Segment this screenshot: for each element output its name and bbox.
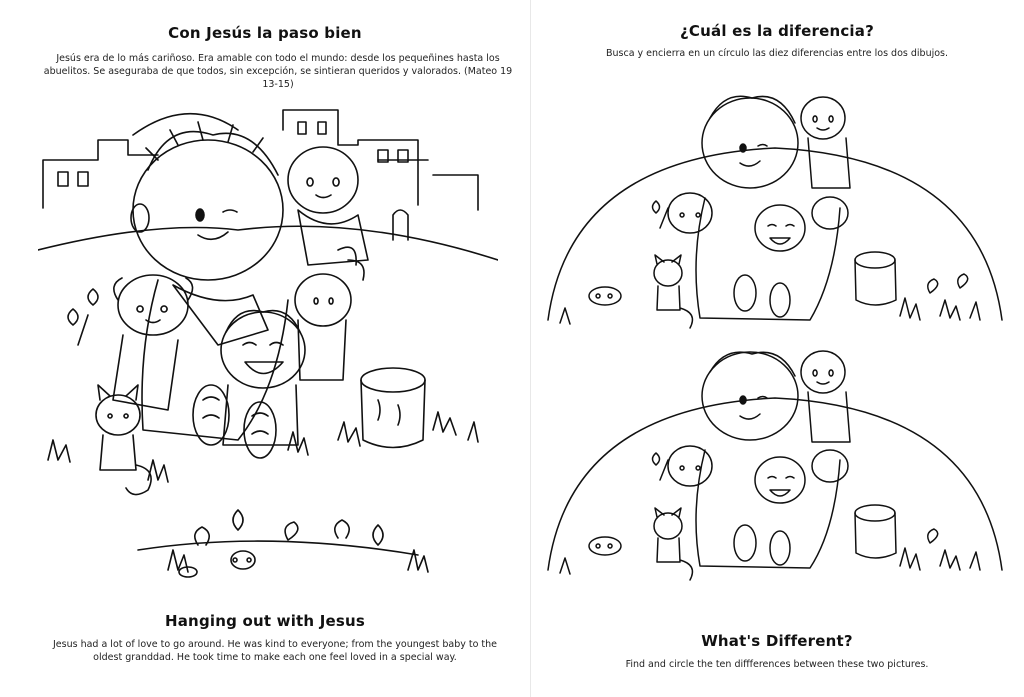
title-english-right: What's Different?	[701, 632, 853, 650]
instructions-english: Find and circle the ten diffferences between these two pictures.	[625, 659, 929, 670]
difference-picture-top	[540, 88, 1010, 348]
right-page	[530, 0, 1024, 697]
title-spanish-left: Con Jesús la paso bien	[168, 24, 362, 42]
instructions-spanish: Busca y encierra en un círculo las diez diferencias entre los dos dibujos.	[605, 48, 949, 59]
coloring-illustration-jesus-with-children	[38, 100, 498, 585]
title-english-left: Hanging out with Jesus	[164, 612, 365, 630]
difference-picture-bottom	[540, 348, 1010, 588]
title-spanish-right: ¿Cuál es la diferencia?	[680, 22, 874, 40]
story-text-english: Jesus had a lot of love to go around. He was kind to everyone; from the youngest baby to the oldest granddad. He took time to make each one feel loved in a special way.	[52, 639, 498, 663]
story-text-spanish: Jesús era de lo más cariñoso. Era amable con todo el mundo: desde los pequeñines hasta los abuelitos. Se aseguraba de que todos, sin excepción, se sintieran queridos y valorados. (Mateo 19 13-15)	[43, 53, 513, 90]
